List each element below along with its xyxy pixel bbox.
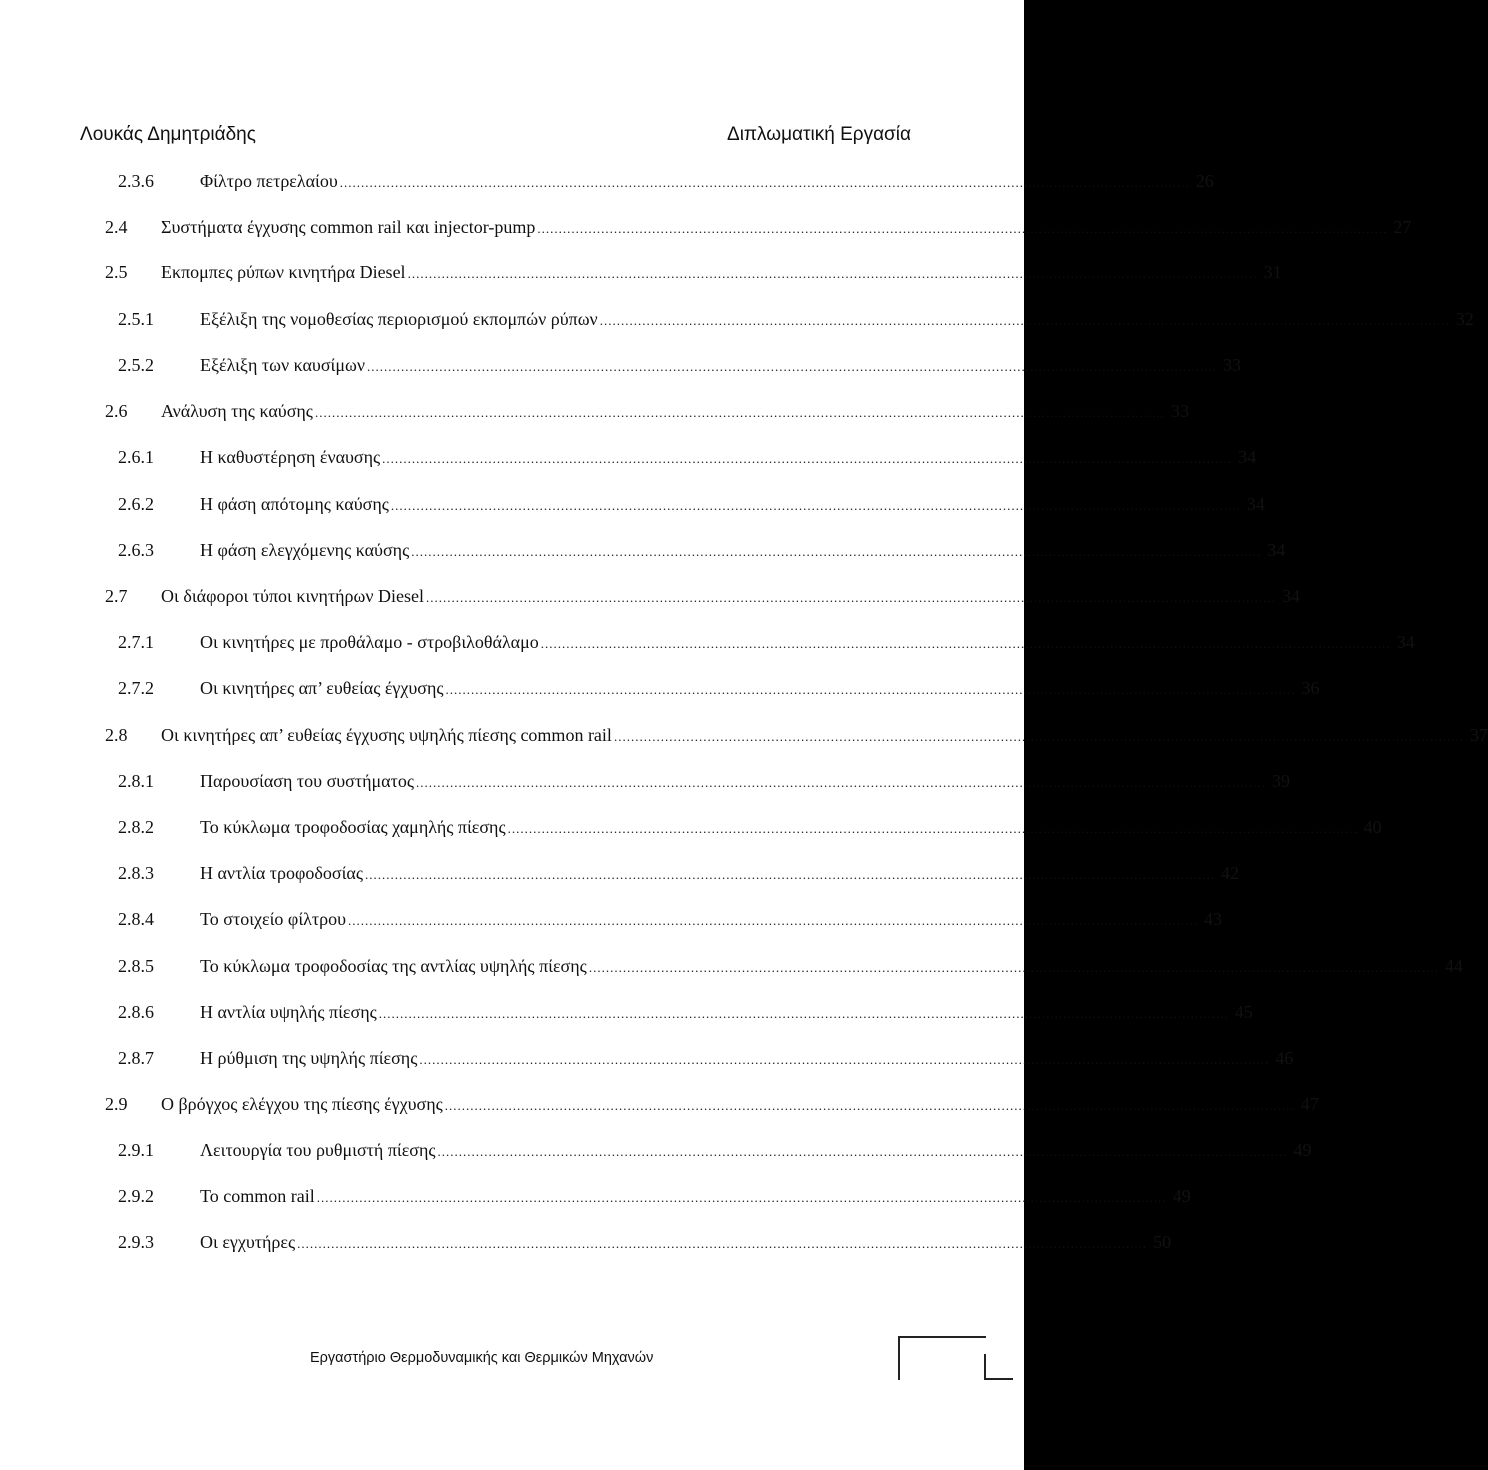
toc-leader: ........................................................................................................................................................................................................: [444, 1098, 1295, 1113]
page-footer: Εργαστήριο Θερμοδυναμικής και Θερμικών Μηχανών: [310, 1350, 654, 1366]
toc-entry[interactable]: [105, 725, 1488, 749]
toc-leader: ........................................................................................................................................................................................................: [613, 729, 1464, 744]
toc-entry-page: 34: [1267, 540, 1286, 560]
toc-leader: ........................................................................................................................................................................................................: [425, 590, 1276, 605]
toc-entry-title: Οι κινητήρες με προθάλαμο - στροβιλοθάλαμο: [200, 632, 539, 652]
toc-entry[interactable]: [118, 494, 1265, 518]
toc-entry-page: 45: [1234, 1002, 1253, 1022]
toc-entry-number: 2.6.1: [118, 447, 154, 467]
toc-entry-page: 46: [1275, 1048, 1294, 1068]
toc-entry-number: 2.3.6: [118, 171, 154, 191]
toc-entry-number: 2.8.5: [118, 956, 154, 976]
toc-entry[interactable]: [105, 1094, 1319, 1118]
toc-entry-page: 31: [1263, 262, 1282, 282]
header-doc-type: Διπλωματική Εργασία: [727, 124, 911, 145]
toc-entry[interactable]: [118, 355, 1242, 379]
toc-entry-page: 49: [1172, 1186, 1191, 1206]
toc-entry-title: Οι κινητήρες απ’ ευθείας έγχυσης υψηλής πίεσης common rail: [161, 725, 612, 745]
toc-entry-title: Η φάση απότομης καύσης: [200, 494, 389, 514]
toc-entry-title: Εξέλιξη της νομοθεσίας περιορισμού εκπομπών ρύπων: [200, 309, 598, 329]
toc-entry-page: 26: [1195, 171, 1214, 191]
scan-corner-mark-vertical: [984, 1354, 986, 1380]
toc-entry-title: Ανάλυση της καύσης: [161, 401, 313, 421]
toc-entry[interactable]: [105, 217, 1412, 241]
toc-entry-page: 34: [1281, 586, 1300, 606]
toc-entry-page: 50: [1153, 1232, 1172, 1252]
toc-entry-title: Οι διάφοροι τύποι κινητήρων Diesel: [161, 586, 424, 606]
toc-entry-title: Η αντλία υψηλής πίεσης: [200, 1002, 377, 1022]
toc-entry-page: 27: [1393, 217, 1412, 237]
toc-entry-title: Λειτουργία του ρυθμιστή πίεσης: [200, 1140, 436, 1160]
toc-entry-page: 44: [1444, 956, 1463, 976]
toc-entry-number: 2.9: [105, 1094, 128, 1114]
toc-entry-number: 2.6: [105, 401, 128, 421]
toc-entry-title: Το κύκλωμα τροφοδοσίας της αντλίας υψηλής πίεσης: [200, 956, 587, 976]
toc-entry-number: 2.9.2: [118, 1186, 154, 1206]
toc-entry-number: 2.8.4: [118, 909, 154, 929]
toc-entry-number: 2.8.1: [118, 771, 154, 791]
toc-entry[interactable]: [118, 171, 1214, 195]
toc-entry[interactable]: [118, 1140, 1312, 1164]
toc-leader: ........................................................................................................................................................................................................: [316, 1190, 1167, 1205]
toc-leader: ........................................................................................................................................................................................................: [339, 175, 1190, 190]
toc-entry[interactable]: [118, 540, 1286, 564]
toc-entry-title: Το common rail: [200, 1186, 315, 1206]
toc-entry[interactable]: [118, 909, 1223, 933]
header-author: Λουκάς Δημητριάδης: [80, 124, 256, 145]
toc-leader: ........................................................................................................................................................................................................: [415, 775, 1266, 790]
toc-leader: ........................................................................................................................................................................................................: [378, 1006, 1229, 1021]
toc-entry-number: 2.4: [105, 217, 128, 237]
toc-entry-title: Η φάση ελεγχόμενης καύσης: [200, 540, 410, 560]
toc-entry[interactable]: [118, 863, 1239, 887]
toc-entry-title: Οι εγχυτήρες: [200, 1232, 296, 1252]
toc-entry-page: 37: [1469, 725, 1488, 745]
toc-leader: ........................................................................................................................................................................................................: [382, 451, 1233, 466]
toc-entry-title: Εξέλιξη των καυσίμων: [200, 355, 366, 375]
toc-entry-page: 32: [1455, 309, 1474, 329]
toc-entry-page: 33: [1170, 401, 1189, 421]
toc-entry-title: Συστήματα έγχυσης common rail και injector-pump: [161, 217, 536, 237]
toc-entry[interactable]: [118, 771, 1290, 795]
toc-leader: ........................................................................................................................................................................................................: [507, 821, 1358, 836]
toc-leader: ........................................................................................................................................................................................................: [411, 544, 1262, 559]
toc-entry-page: 42: [1221, 863, 1239, 883]
toc-entry-title: Οι κινητήρες απ’ ευθείας έγχυσης: [200, 678, 444, 698]
toc-leader: ........................................................................................................................................................................................................: [419, 1052, 1270, 1067]
toc-leader: ........................................................................................................................................................................................................: [588, 960, 1439, 975]
toc-entry[interactable]: [105, 586, 1300, 610]
toc-entry-page: 43: [1204, 909, 1223, 929]
toc-leader: ........................................................................................................................................................................................................: [537, 221, 1388, 236]
toc-entry-number: 2.8.6: [118, 1002, 154, 1022]
toc-entry-number: 2.6.2: [118, 494, 154, 514]
toc-entry[interactable]: [118, 1186, 1191, 1210]
toc-entry-title: Η ρύθμιση της υψηλής πίεσης: [200, 1048, 418, 1068]
toc-entry-number: 2.6.3: [118, 540, 154, 560]
toc-entry-number: 2.8.3: [118, 863, 154, 883]
toc-leader: ........................................................................................................................................................................................................: [297, 1236, 1148, 1251]
toc-entry[interactable]: [118, 632, 1415, 656]
toc-entry-page: 36: [1301, 678, 1320, 698]
toc-entry-number: 2.9.1: [118, 1140, 154, 1160]
toc-leader: ........................................................................................................................................................................................................: [367, 359, 1218, 374]
toc-entry-number: 2.7.2: [118, 678, 154, 698]
toc-entry[interactable]: [118, 1002, 1253, 1026]
toc-entry-page: 39: [1271, 771, 1290, 791]
toc-entry-page: 34: [1238, 447, 1257, 467]
toc-entry-title: Το κύκλωμα τροφοδοσίας χαμηλής πίεσης: [200, 817, 506, 837]
toc-leader: ........................................................................................................................................................................................................: [407, 266, 1258, 281]
toc-entry-page: 40: [1363, 817, 1382, 837]
toc-entry[interactable]: [118, 1048, 1294, 1072]
toc-entry[interactable]: [118, 447, 1257, 471]
toc-entry-number: 2.5: [105, 262, 128, 282]
toc-entry-title: Ο βρόγχος ελέγχου της πίεσης έγχυσης: [161, 1094, 443, 1114]
toc-entry-title: Η αντλία τροφοδοσίας: [200, 863, 363, 883]
toc-entry-page: 34: [1246, 494, 1265, 514]
toc-leader: ........................................................................................................................................................................................................: [365, 867, 1215, 882]
toc-leader: ........................................................................................................................................................................................................: [437, 1144, 1288, 1159]
toc-leader: ........................................................................................................................................................................................................: [314, 405, 1165, 420]
toc-leader: ........................................................................................................................................................................................................: [348, 913, 1199, 928]
toc-entry-title: Η καθυστέρηση έναυσης: [200, 447, 381, 467]
toc-entry-title: Παρουσίαση του συστήματος: [200, 771, 414, 791]
toc-entry[interactable]: [118, 956, 1463, 980]
toc-entry[interactable]: [105, 262, 1282, 286]
toc-entry[interactable]: [118, 817, 1382, 841]
toc-entry-number: 2.8.2: [118, 817, 154, 837]
toc-entry[interactable]: [118, 1232, 1172, 1256]
toc-entry-title: Το στοιχείο φίλτρου: [200, 909, 347, 929]
toc-entry[interactable]: [118, 309, 1474, 333]
toc-entry-page: 34: [1396, 632, 1415, 652]
toc-entry[interactable]: [118, 678, 1320, 702]
toc-entry-number: 2.9.3: [118, 1232, 154, 1252]
toc-leader: ........................................................................................................................................................................................................: [540, 636, 1391, 651]
toc-leader: ........................................................................................................................................................................................................: [445, 682, 1296, 697]
toc-entry-number: 2.5.1: [118, 309, 154, 329]
toc-entry-page: 47: [1300, 1094, 1319, 1114]
toc-entry-title: Φίλτρο πετρελαίου: [200, 171, 338, 191]
scan-corner-mark: [898, 1336, 986, 1380]
toc-entry-title: Εκπομπες ρύπων κινητήρα Diesel: [161, 262, 406, 282]
toc-entry-number: 2.8: [105, 725, 128, 745]
toc-entry-number: 2.5.2: [118, 355, 154, 375]
toc-entry-number: 2.8.7: [118, 1048, 154, 1068]
toc-leader: ........................................................................................................................................................................................................: [390, 498, 1241, 513]
toc-entry-number: 2.7: [105, 586, 128, 606]
toc-entry-number: 2.7.1: [118, 632, 154, 652]
scan-corner-mark-tick: [985, 1378, 1013, 1380]
toc-leader: ........................................................................................................................................................................................................: [599, 313, 1450, 328]
toc-entry-page: 33: [1223, 355, 1242, 375]
page-header: [80, 124, 911, 150]
toc-entry[interactable]: [105, 401, 1189, 425]
toc-entry-page: 49: [1293, 1140, 1312, 1160]
